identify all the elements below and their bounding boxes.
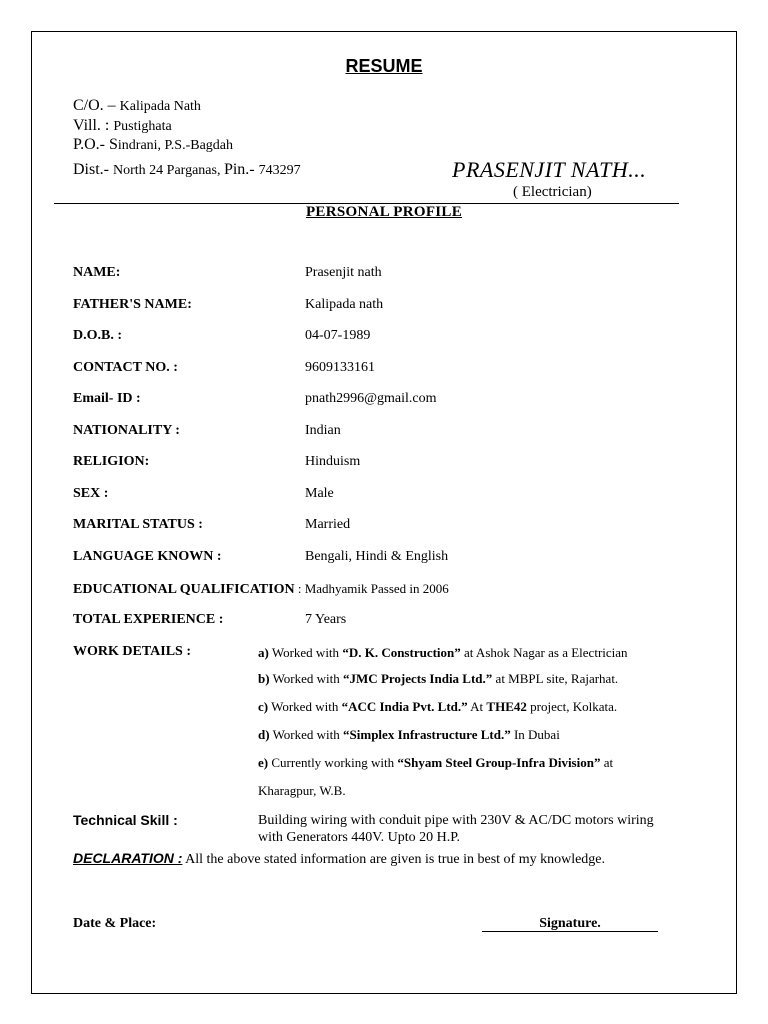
candidate-name: PRASENJIT NATH... [452, 157, 647, 182]
resume-title: RESUME [345, 56, 423, 76]
profile-value: Kalipada nath [305, 297, 384, 312]
date-place-label: Date & Place: [73, 916, 157, 931]
profile-value: 9609133161 [305, 360, 375, 375]
experience-value: 7 Years [305, 612, 347, 627]
profile-label: FATHER'S NAME: [73, 297, 192, 312]
profile-value: Male [305, 486, 334, 501]
work-item-continuation: Kharagpur, W.B. [258, 783, 346, 798]
profile-value: Married [305, 517, 351, 532]
address-care-of: C/O. – Kalipada Nath [73, 97, 201, 114]
declaration-label: DECLARATION : [73, 850, 183, 866]
work-item: a) Worked with “D. K. Construction” at Ashok Nagar as a Electrician [258, 645, 628, 660]
education-value: : Madhyamik Passed in 2006 [294, 581, 449, 596]
signature-line: Signature. [482, 916, 658, 932]
profile-label: NAME: [73, 265, 121, 280]
declaration-row [73, 850, 605, 868]
work-item: d) Worked with “Simplex Infrastructure Ltd.” In Dubai [258, 727, 560, 742]
profile-label: CONTACT NO. : [73, 360, 178, 375]
profile-label: RELIGION: [73, 454, 150, 469]
work-item: b) Worked with “JMC Projects India Ltd.” at MBPL site, Rajarhat. [258, 671, 619, 686]
education-row [73, 581, 449, 598]
work-details-label: WORK DETAILS : [73, 644, 191, 659]
work-item: c) Worked with “ACC India Pvt. Ltd.” At THE42 project, Kolkata. [258, 699, 618, 714]
address-district: Dist.- North 24 Parganas, Pin.- 743297 [73, 161, 301, 178]
profile-label: D.O.B. : [73, 328, 122, 343]
profile-label: NATIONALITY : [73, 423, 180, 438]
profile-label: Email- ID : [73, 391, 141, 406]
profile-value: Bengali, Hindi & English [305, 549, 449, 564]
technical-skill-label: Technical Skill : [73, 812, 178, 828]
profile-label: LANGUAGE KNOWN : [73, 549, 222, 564]
profile-value: Prasenjit nath [305, 265, 382, 280]
declaration-text: All the above stated information are given is true in best of my knowledge. [182, 852, 606, 867]
address-village: Vill. : Pustighata [73, 117, 172, 134]
profile-value: Indian [305, 423, 341, 438]
education-label: EDUCATIONAL QUALIFICATION [73, 582, 295, 597]
profile-value: 04-07-1989 [305, 328, 371, 343]
profile-value: Hinduism [305, 454, 361, 469]
experience-label: TOTAL EXPERIENCE : [73, 612, 224, 627]
work-item: e) Currently working with “Shyam Steel Group-Infra Division” at [258, 755, 614, 770]
personal-profile-heading: PERSONAL PROFILE [305, 204, 463, 220]
address-post-office: P.O.- Sindrani, P.S.-Bagdah [73, 136, 234, 153]
profile-value: pnath2996@gmail.com [305, 391, 437, 406]
profile-label: MARITAL STATUS : [73, 517, 203, 532]
profile-label: SEX : [73, 486, 109, 501]
technical-skill-line2: with Generators 440V. Upto 20 H.P. [258, 830, 460, 845]
technical-skill-line1: Building wiring with conduit pipe with 230V & AC/DC motors wiring [258, 813, 654, 828]
candidate-role: ( Electrician) [513, 184, 592, 200]
